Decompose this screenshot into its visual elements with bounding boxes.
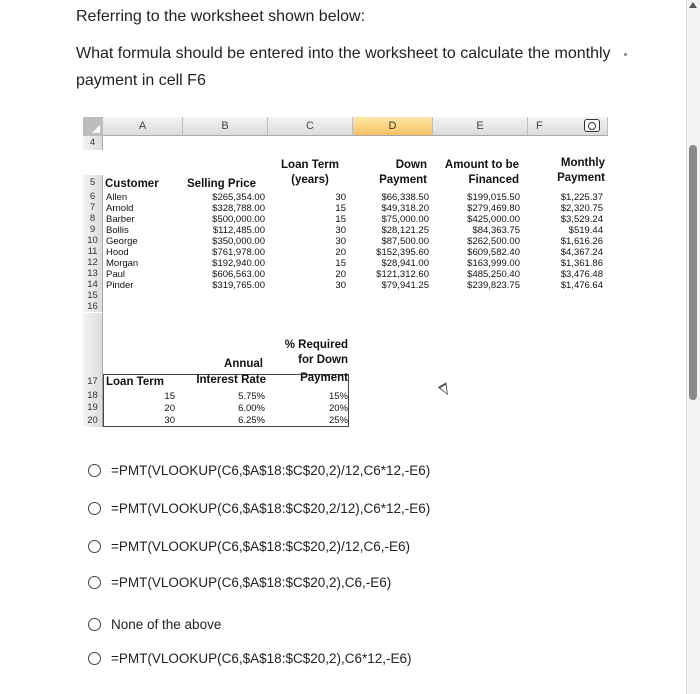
row-header: 12 bbox=[83, 257, 103, 268]
cell-amount-financed: $262,500.00 bbox=[467, 236, 520, 247]
scroll-up-arrow-icon[interactable] bbox=[689, 2, 697, 8]
column-header-a: A bbox=[103, 117, 183, 136]
worksheet-image bbox=[83, 117, 608, 442]
lookup-header-required-1: % Required bbox=[284, 339, 348, 351]
column-header-f: F bbox=[528, 117, 608, 136]
lookup-required: 25% bbox=[328, 415, 348, 426]
cell-down-payment: $49,318.20 bbox=[381, 203, 429, 214]
cell-loan-term: 30 bbox=[335, 192, 346, 203]
lookup-header-required-3: Payment bbox=[300, 372, 348, 384]
cell-down-payment: $79,941.25 bbox=[381, 280, 429, 291]
cell-loan-term: 15 bbox=[335, 258, 346, 269]
cell-down-payment: $28,121.25 bbox=[381, 225, 429, 236]
scroll-thumb[interactable] bbox=[689, 145, 697, 400]
lookup-header-annual: Annual bbox=[224, 358, 263, 370]
header-amount-financed: Amount to be bbox=[444, 159, 519, 171]
answer-option-5[interactable] bbox=[88, 614, 221, 634]
row-header: 7 bbox=[83, 202, 103, 213]
cell-customer: Arnold bbox=[106, 203, 134, 214]
row-header-blank bbox=[83, 313, 103, 374]
cell-down-payment: $28,941.00 bbox=[381, 258, 429, 269]
row-header-5: 5 bbox=[83, 175, 103, 191]
cell-amount-financed: $485,250.40 bbox=[467, 269, 520, 280]
header-loan-years: (years) bbox=[291, 174, 329, 186]
row-header: 11 bbox=[83, 246, 103, 257]
cell-selling-price: $112,485.00 bbox=[212, 225, 265, 236]
answer-option-label: =PMT(VLOOKUP(C6,$A$18:$C$20,2),C6*12,-E6) bbox=[111, 650, 412, 666]
answer-option-label: =PMT(VLOOKUP(C6,$A$18:$C$20,2/12),C6*12,-E6) bbox=[111, 500, 431, 516]
cell-amount-financed: $279,469.80 bbox=[467, 203, 520, 214]
row-header: 8 bbox=[83, 213, 103, 224]
cell-monthly-payment: $1,361.86 bbox=[560, 258, 603, 269]
cell-amount-financed: $239,823.75 bbox=[467, 280, 520, 291]
cell-monthly-payment: $1,476.64 bbox=[560, 280, 603, 291]
radio-button[interactable] bbox=[88, 464, 101, 477]
cell-loan-term: 30 bbox=[335, 236, 346, 247]
row-header: 20 bbox=[83, 414, 103, 427]
header-selling-price: Selling Price bbox=[187, 178, 257, 190]
cell-amount-financed: $609,582.40 bbox=[467, 247, 520, 258]
cell-selling-price: $319,765.00 bbox=[212, 280, 265, 291]
lookup-rate: 5.75% bbox=[238, 391, 265, 402]
header-financed: Financed bbox=[468, 174, 519, 186]
cell-loan-term: 30 bbox=[335, 280, 346, 291]
left-margin bbox=[0, 0, 58, 694]
row-header: 6 bbox=[83, 191, 103, 202]
cell-selling-price: $265,354.00 bbox=[212, 192, 265, 203]
column-header-c: C bbox=[268, 117, 353, 136]
cell-monthly-payment: $4,367.24 bbox=[560, 247, 603, 258]
cell-down-payment: $87,500.00 bbox=[381, 236, 429, 247]
cell-down-payment: $75,000.00 bbox=[381, 214, 429, 225]
cell-loan-term: 30 bbox=[335, 225, 346, 236]
cell-loan-term: 20 bbox=[335, 269, 346, 280]
answer-option-label: =PMT(VLOOKUP(C6,$A$18:$C$20,2)/12,C6*12,-E6) bbox=[111, 462, 431, 478]
cell-customer: George bbox=[106, 236, 138, 247]
answer-option-4[interactable] bbox=[88, 572, 391, 592]
row-header: 14 bbox=[83, 279, 103, 290]
radio-button[interactable] bbox=[88, 502, 101, 515]
row-header: 9 bbox=[83, 224, 103, 235]
row-header-16: 16 bbox=[83, 301, 103, 312]
cell-customer: Paul bbox=[106, 269, 126, 280]
cell-down-payment: $152,395.60 bbox=[376, 247, 429, 258]
cell-customer: Morgan bbox=[106, 258, 139, 269]
cell-selling-price: $761,978.00 bbox=[212, 247, 265, 258]
answer-option-3[interactable] bbox=[88, 536, 410, 556]
select-all-corner bbox=[83, 117, 103, 136]
lookup-header-interest-rate: Interest Rate bbox=[196, 374, 266, 386]
header-monthly-payment: Payment bbox=[557, 172, 605, 184]
answer-option-1[interactable] bbox=[88, 460, 430, 480]
cell-down-payment: $66,338.50 bbox=[381, 192, 429, 203]
lookup-required: 20% bbox=[328, 403, 348, 414]
cell-customer: Allen bbox=[106, 192, 128, 203]
answer-option-6[interactable] bbox=[88, 648, 412, 668]
cell-monthly-payment: $2,320.75 bbox=[560, 203, 603, 214]
answer-option-label: None of the above bbox=[111, 616, 222, 632]
lookup-rate: 6.25% bbox=[238, 415, 265, 426]
radio-button[interactable] bbox=[88, 540, 101, 553]
dot-icon bbox=[624, 53, 627, 56]
cell-selling-price: $606,563.00 bbox=[212, 269, 265, 280]
header-monthly: Monthly bbox=[560, 157, 605, 169]
row-header: 10 bbox=[83, 235, 103, 246]
cell-monthly-payment: $3,529.24 bbox=[560, 214, 603, 225]
cell-customer: Bollis bbox=[106, 225, 129, 236]
cell-down-payment: $121,312.60 bbox=[376, 269, 429, 280]
answer-option-2[interactable] bbox=[88, 498, 430, 518]
lookup-term: 20 bbox=[164, 403, 175, 414]
cell-customer: Hood bbox=[106, 247, 129, 258]
cell-selling-price: $500,000.00 bbox=[212, 214, 265, 225]
column-header-e: E bbox=[433, 117, 528, 136]
cell-amount-financed: $84,363.75 bbox=[472, 225, 520, 236]
cell-monthly-payment: $1,616.26 bbox=[560, 236, 603, 247]
lookup-term: 30 bbox=[164, 415, 175, 426]
cell-monthly-payment: $3,476.48 bbox=[560, 269, 603, 280]
answer-option-label: =PMT(VLOOKUP(C6,$A$18:$C$20,2)/12,C6,-E6) bbox=[111, 538, 411, 554]
lookup-header-loan-term: Loan Term bbox=[106, 376, 164, 388]
cell-customer: Pinder bbox=[106, 280, 134, 291]
cell-loan-term: 15 bbox=[335, 203, 346, 214]
lookup-rate: 6.00% bbox=[238, 403, 265, 414]
header-customer: Customer bbox=[105, 178, 159, 190]
cell-amount-financed: $199,015.50 bbox=[467, 192, 520, 203]
row-header: 13 bbox=[83, 268, 103, 279]
lookup-header-required-2: for Down bbox=[298, 354, 348, 366]
lookup-term: 15 bbox=[164, 391, 175, 402]
radio-button[interactable] bbox=[88, 618, 101, 631]
cell-loan-term: 15 bbox=[335, 214, 346, 225]
radio-button[interactable] bbox=[88, 652, 101, 665]
header-down: Down bbox=[395, 159, 427, 171]
row-header: 19 bbox=[83, 402, 103, 414]
row-header-4: 4 bbox=[83, 136, 103, 150]
cell-customer: Barber bbox=[106, 214, 135, 225]
row-header-17: 17 bbox=[83, 374, 103, 390]
answer-option-label: =PMT(VLOOKUP(C6,$A$18:$C$20,2),C6,-E6) bbox=[111, 574, 392, 590]
cell-loan-term: 20 bbox=[335, 247, 346, 258]
cell-monthly-payment: $1,225.37 bbox=[560, 192, 603, 203]
question-intro: Referring to the worksheet shown below: bbox=[76, 8, 366, 25]
row-header: 18 bbox=[83, 390, 103, 402]
header-loan-term: Loan Term bbox=[281, 159, 339, 171]
cell-amount-financed: $163,999.00 bbox=[467, 258, 520, 269]
cell-monthly-payment: $519.44 bbox=[568, 225, 603, 236]
column-header-d: D bbox=[353, 117, 433, 136]
row-header-15: 15 bbox=[83, 290, 103, 301]
cell-amount-financed: $425,000.00 bbox=[467, 214, 520, 225]
cell-selling-price: $328,788.00 bbox=[212, 203, 265, 214]
header-down-payment: Payment bbox=[379, 174, 427, 186]
cell-selling-price: $350,000.00 bbox=[212, 236, 265, 247]
cell-selling-price: $192,940.00 bbox=[212, 258, 265, 269]
camera-icon bbox=[584, 119, 600, 132]
scrollbar[interactable] bbox=[686, 0, 700, 694]
column-header-b: B bbox=[183, 117, 268, 136]
lookup-required: 15% bbox=[328, 391, 348, 402]
question-text: What formula should be entered into the worksheet to calculate the monthly payment in cell F6 bbox=[76, 45, 611, 89]
radio-button[interactable] bbox=[88, 576, 101, 589]
